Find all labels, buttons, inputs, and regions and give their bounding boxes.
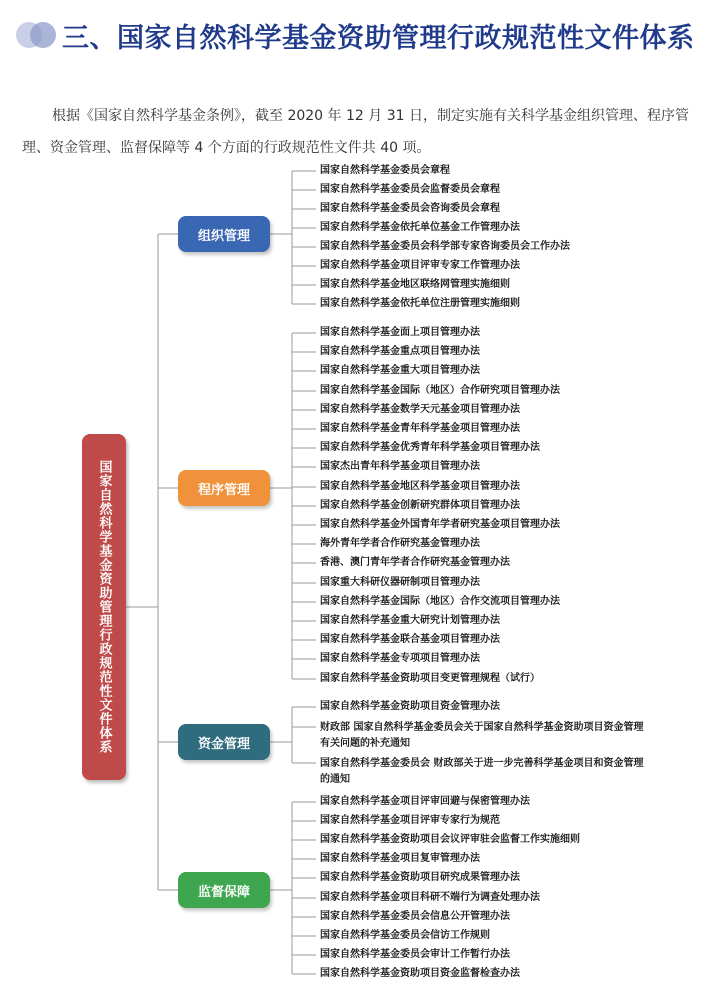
- leaf-item: 国家自然科学基金委员会监督委员会章程: [320, 184, 500, 195]
- leaf-item: 国家自然科学基金国际（地区）合作交流项目管理办法: [320, 596, 560, 607]
- category-label: 资金管理: [197, 736, 250, 752]
- leaf-item: 国家自然科学基金创新研究群体项目管理办法: [320, 500, 520, 511]
- leaf-item: 国家自然科学基金地区科学基金项目管理办法: [320, 481, 520, 492]
- leaf-item: 国家自然科学基金委员会信息公开管理办法: [320, 911, 510, 922]
- intro-paragraph: 根据《国家自然科学基金条例》，截至 2020 年 12 月 31 日，制定实施有关科学基金组织管理、程序管理、资金管理、监督保障等 4 个方面的行政规范性文件共 40 项。: [22, 108, 689, 156]
- leaf-item: 国家杰出青年科学基金项目管理办法: [320, 461, 480, 472]
- category-label: 监督保障: [197, 884, 250, 900]
- leaf-item: 国家重大科研仪器研制项目管理办法: [320, 577, 480, 588]
- leaf-item: 国家自然科学基金重大项目管理办法: [320, 365, 480, 376]
- leaf-item: 国家自然科学基金委员会 财政部关于进一步完善科学基金项目和资金管理的通知: [320, 758, 644, 785]
- leaf-item: 国家自然科学基金项目评审专家行为规范: [320, 815, 500, 826]
- leaf-item: 国家自然科学基金外国青年学者研究基金项目管理办法: [320, 519, 560, 530]
- leaf-item: 国家自然科学基金数学天元基金项目管理办法: [320, 404, 520, 415]
- leaf-item: 国家自然科学基金委员会审计工作暂行办法: [320, 949, 510, 960]
- leaf-item: 国家自然科学基金依托单位注册管理实施细则: [320, 298, 520, 309]
- leaf-item: 国家自然科学基金委员会咨询委员会章程: [320, 203, 500, 214]
- leaf-item: 国家自然科学基金资助项目研究成果管理办法: [320, 872, 520, 883]
- leaf-item: 国家自然科学基金委员会信访工作规则: [320, 930, 490, 941]
- leaf-item: 国家自然科学基金重大研究计划管理办法: [320, 615, 500, 626]
- category-node: [178, 872, 270, 908]
- leaf-item: 国家自然科学基金优秀青年科学基金项目管理办法: [320, 442, 540, 453]
- root-node-label: 国家自然科学基金资助管理行政规范性文件体系: [96, 460, 112, 754]
- category-node: [178, 216, 270, 252]
- leaf-item: 国家自然科学基金资助项目资金管理办法: [320, 701, 500, 712]
- leaf-item: 国家自然科学基金国际（地区）合作研究项目管理办法: [320, 385, 560, 396]
- leaf-item: 国家自然科学基金委员会科学部专家咨询委员会工作办法: [320, 241, 570, 252]
- root-node: [82, 434, 126, 780]
- leaf-item: 海外青年学者合作研究基金管理办法: [320, 538, 480, 549]
- leaf-item: 国家自然科学基金委员会章程: [320, 165, 450, 176]
- leaf-item: 国家自然科学基金资助项目变更管理规程（试行）: [320, 673, 540, 684]
- leaf-item: 国家自然科学基金依托单位基金工作管理办法: [320, 222, 520, 233]
- leaf-item: 国家自然科学基金重点项目管理办法: [320, 346, 480, 357]
- leaf-item: 国家自然科学基金地区联络网管理实施细则: [320, 279, 510, 290]
- leaf-item: 国家自然科学基金面上项目管理办法: [320, 327, 480, 338]
- page-title: 三、国家自然科学基金资助管理行政规范性文件体系: [62, 23, 695, 54]
- leaf-item: 国家自然科学基金资助项目会议评审驻会监督工作实施细则: [320, 834, 580, 845]
- category-label: 组织管理: [197, 228, 250, 244]
- category-label: 程序管理: [197, 482, 250, 498]
- leaf-item: 国家自然科学基金项目科研不端行为调查处理办法: [320, 892, 540, 903]
- leaf-item: 国家自然科学基金联合基金项目管理办法: [320, 634, 500, 645]
- leaf-item: 香港、澳门青年学者合作研究基金管理办法: [320, 557, 510, 568]
- leaf-item: 国家自然科学基金项目复审管理办法: [320, 853, 480, 864]
- category-node: [178, 470, 270, 506]
- leaf-item: 国家自然科学基金青年科学基金项目管理办法: [320, 423, 520, 434]
- leaf-item: 国家自然科学基金项目评审专家工作管理办法: [320, 260, 520, 271]
- leaf-item: 国家自然科学基金项目评审回避与保密管理办法: [320, 796, 530, 807]
- leaf-item: 国家自然科学基金资助项目资金监督检查办法: [320, 968, 520, 979]
- leaf-item: 国家自然科学基金专项项目管理办法: [320, 653, 480, 664]
- leaf-item: 财政部 国家自然科学基金委员会关于国家自然科学基金资助项目资金管理有关问题的补充通知: [320, 722, 644, 749]
- category-node: [178, 724, 270, 760]
